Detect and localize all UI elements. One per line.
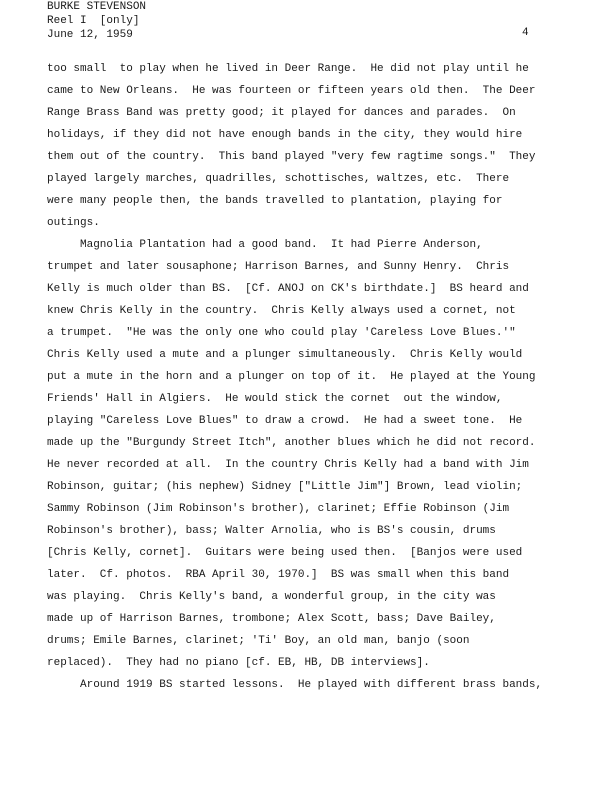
text-line: He never recorded at all. In the country Chris Kelly had a band with Jim [47, 459, 529, 471]
text-line: them out of the country. This band played "very few ragtime songs." They [47, 151, 536, 163]
text-line: outings. [47, 217, 100, 229]
text-line: Around 1919 BS started lessons. He played with different brass bands, [47, 679, 543, 691]
text-line: Chris Kelly used a mute and a plunger simultaneously. Chris Kelly would [47, 349, 523, 361]
text-line: Kelly is much older than BS. [Cf. ANOJ on CK's birthdate.] BS heard and [47, 283, 529, 295]
text-line: made up the "Burgundy Street Itch", another blues which he did not record. [47, 437, 536, 449]
text-line: Range Brass Band was pretty good; it played for dances and parades. On [47, 107, 516, 119]
text-line: too small to play when he lived in Deer Range. He did not play until he [47, 63, 529, 75]
text-line: later. Cf. photos. RBA April 30, 1970.] BS was small when this band [47, 569, 510, 581]
header-date: June 12, 1959 [47, 29, 133, 41]
header-reel: Reel I [only] [47, 15, 140, 27]
text-line: a trumpet. "He was the only one who could play 'Careless Love Blues.'" [47, 327, 516, 339]
text-line: Robinson's brother), bass; Walter Arnolia, who is BS's cousin, drums [47, 525, 496, 537]
page-number: 4 [522, 27, 529, 39]
text-line: made up of Harrison Barnes, trombone; Alex Scott, bass; Dave Bailey, [47, 613, 496, 625]
text-line: were many people then, the bands travelled to plantation, playing for [47, 195, 503, 207]
text-line: was playing. Chris Kelly's band, a wonderful group, in the city was [47, 591, 496, 603]
text-line: played largely marches, quadrilles, schottisches, waltzes, etc. There [47, 173, 510, 185]
text-line: Friends' Hall in Algiers. He would stick the cornet out the window, [47, 393, 503, 405]
text-line: Robinson, guitar; (his nephew) Sidney ["Little Jim"] Brown, lead violin; [47, 481, 523, 493]
text-line: replaced). They had no piano [cf. EB, HB, DB interviews]. [47, 657, 430, 669]
text-line: knew Chris Kelly in the country. Chris Kelly always used a cornet, not [47, 305, 516, 317]
text-line: trumpet and later sousaphone; Harrison Barnes, and Sunny Henry. Chris [47, 261, 510, 273]
transcript-body [47, 58, 592, 696]
page-header [47, 0, 146, 42]
text-line: [Chris Kelly, cornet]. Guitars were being used then. [Banjos were used [47, 547, 523, 559]
text-line: drums; Emile Barnes, clarinet; 'Ti' Boy, an old man, banjo (soon [47, 635, 470, 647]
text-line: put a mute in the horn and a plunger on top of it. He played at the Young [47, 371, 536, 383]
text-line: playing "Careless Love Blues" to draw a crowd. He had a sweet tone. He [47, 415, 523, 427]
header-name: BURKE STEVENSON [47, 1, 147, 13]
text-line: Magnolia Plantation had a good band. It had Pierre Anderson, [47, 239, 483, 251]
text-line: came to New Orleans. He was fourteen or fifteen years old then. The Deer [47, 85, 536, 97]
text-line: Sammy Robinson (Jim Robinson's brother), clarinet; Effie Robinson (Jim [47, 503, 510, 515]
text-line: holidays, if they did not have enough bands in the city, they would hire [47, 129, 523, 141]
